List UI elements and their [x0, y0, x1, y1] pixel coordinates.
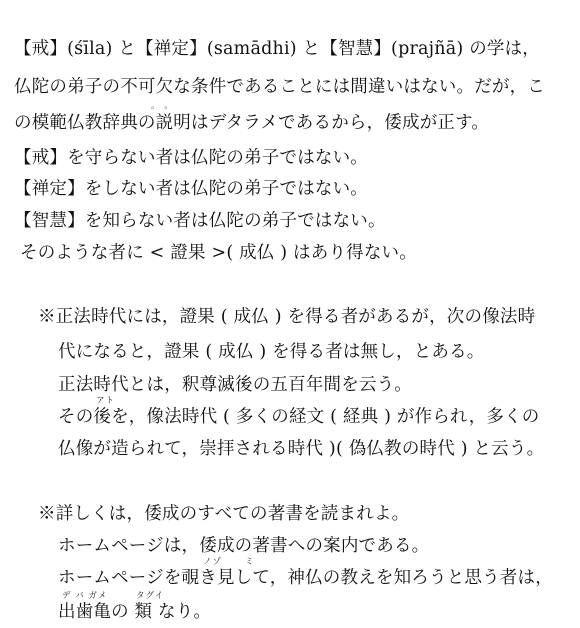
text-line: の模範仏教辞典の説明はデタラメであるから，倭成が正す。	[14, 113, 490, 133]
text-line: ホームページを覗き見して，神仏の教えを知ろうと思う者は，	[58, 568, 553, 588]
ruby-tagui: タグイ	[136, 591, 165, 601]
ruby-ato: アト	[96, 396, 116, 406]
ruby-debagame: デ バ ガメ	[62, 591, 108, 601]
text-line: 仏像が造られて，崇拝される時代 )( 偽仏教の時代 ) と云う。	[58, 439, 545, 459]
text-line: 正法時代とは，釈尊滅後の五百年間を云う。	[58, 375, 412, 395]
text-line: そのような者に < 證果 >( 成仏 ) はあり得ない。	[20, 243, 417, 263]
text-line: 【智慧】を知らない者は仏陀の弟子ではない。	[14, 211, 386, 231]
text-line: 出歯亀の 類 なり。	[58, 602, 212, 622]
text-line: ※詳しくは，倭成のすべての著書を読まれよ。	[38, 504, 410, 524]
text-line: 仏陀の弟子の不可欠な条件であることには間違いはない。だが，こ	[14, 77, 545, 97]
ruby-mi: ミ	[245, 557, 255, 567]
emphasis-dots: 。 。	[151, 101, 174, 111]
text-line: 【戒】(śīla) と【禅定】(samādhi) と【智慧】(prajñā) の学は，	[14, 39, 541, 59]
text-line: 代になると，證果 ( 成仏 ) を得る者は無し，とある。	[58, 342, 485, 362]
text-line: 【禅定】をしない者は仏陀の弟子ではない。	[14, 179, 368, 199]
text-line: その後を，像法時代 ( 多くの経文 ( 経典 ) が作られ，多くの	[58, 407, 540, 427]
ruby-nozo: ノゾ	[203, 557, 223, 567]
text-line: ホームページは，倭成の著書への案内である。	[58, 536, 430, 556]
text-line: ※正法時代には，證果 ( 成仏 ) を得る者があるが，次の像法時	[38, 307, 536, 327]
text-line: 【戒】を守らない者は仏陀の弟子ではない。	[14, 148, 368, 168]
